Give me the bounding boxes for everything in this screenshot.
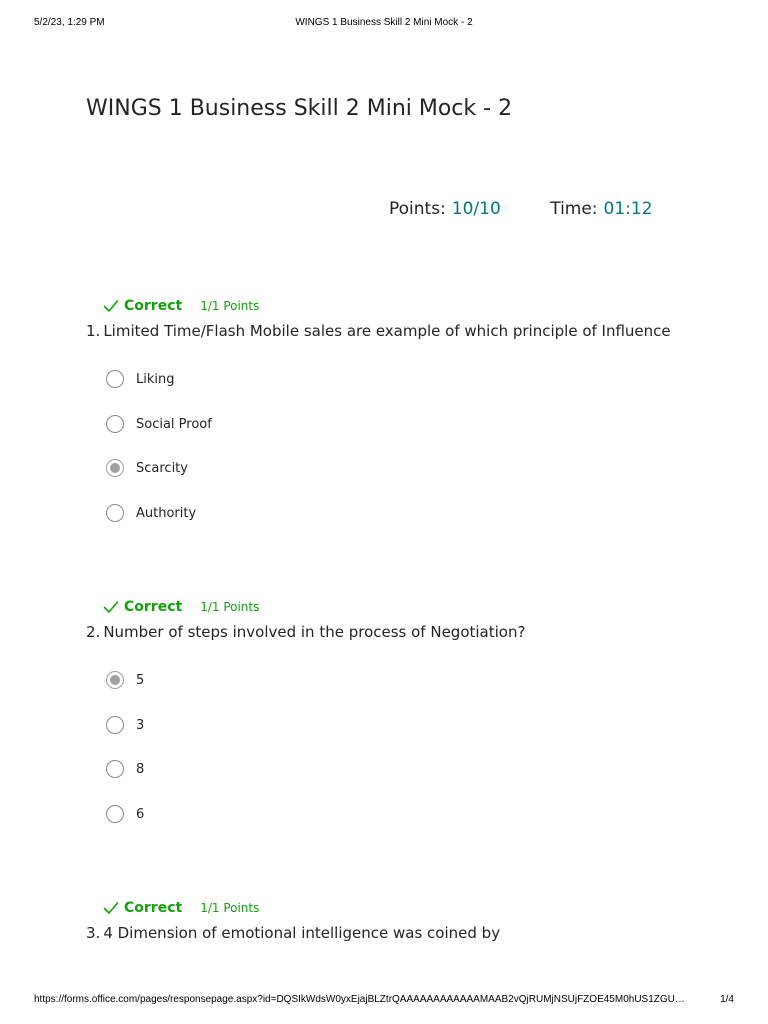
- result-label: Correct: [124, 900, 183, 916]
- checkmark-icon: [103, 600, 119, 614]
- page-url: https://forms.office.com/pages/responsepage.aspx?id=DQSIkWdsW0yxEjajBLZtrQAAAAAAAAAAAAMAAB2vQjRUMjNSUjFZOE45M0hUS1ZGU…: [34, 994, 685, 1005]
- time-stat: [550, 199, 652, 219]
- points-stat: [389, 199, 501, 219]
- option-label: 8: [136, 761, 145, 777]
- radio-button-selected[interactable]: [106, 459, 124, 477]
- print-header: [0, 17, 768, 31]
- question-number: 3.: [86, 924, 101, 942]
- score-summary: [389, 199, 653, 219]
- checkmark-icon: [103, 901, 119, 915]
- question-text: [86, 623, 525, 641]
- print-footer: [0, 994, 768, 1008]
- question-number: 1.: [86, 322, 101, 340]
- answer-option-selected[interactable]: [106, 669, 144, 691]
- question-text: [86, 322, 671, 340]
- time-label: Time:: [550, 199, 598, 219]
- option-label: Social Proof: [136, 416, 212, 432]
- question-points: 1/1 Points: [200, 901, 260, 915]
- question-points: 1/1 Points: [200, 299, 260, 313]
- question-prompt: 4 Dimension of emotional intelligence was coined by: [103, 924, 501, 942]
- answer-option[interactable]: [106, 413, 212, 435]
- question-points: 1/1 Points: [200, 600, 260, 614]
- answer-option[interactable]: [106, 368, 175, 390]
- question-prompt: Limited Time/Flash Mobile sales are example of which principle of Influence: [103, 322, 671, 340]
- radio-button-selected[interactable]: [106, 671, 124, 689]
- question-result: [103, 296, 259, 316]
- option-label: Scarcity: [136, 460, 188, 476]
- time-value: 01:12: [603, 199, 653, 219]
- radio-button[interactable]: [106, 415, 124, 433]
- answer-option[interactable]: [106, 803, 144, 825]
- form-title: WINGS 1 Business Skill 2 Mini Mock - 2: [86, 96, 513, 121]
- question-result: [103, 898, 259, 918]
- answer-option[interactable]: [106, 714, 144, 736]
- option-label: 3: [136, 717, 145, 733]
- answer-option[interactable]: [106, 502, 196, 524]
- radio-button[interactable]: [106, 805, 124, 823]
- radio-button[interactable]: [106, 504, 124, 522]
- answer-option[interactable]: [106, 758, 144, 780]
- result-label: Correct: [124, 599, 183, 615]
- radio-button[interactable]: [106, 370, 124, 388]
- question-prompt: Number of steps involved in the process of Negotiation?: [103, 623, 526, 641]
- question-text: [86, 924, 500, 942]
- radio-button[interactable]: [106, 716, 124, 734]
- option-label: 6: [136, 806, 145, 822]
- question-number: 2.: [86, 623, 101, 641]
- print-page-title: WINGS 1 Business Skill 2 Mini Mock - 2: [295, 17, 473, 28]
- checkmark-icon: [103, 299, 119, 313]
- option-label: Liking: [136, 371, 175, 387]
- radio-button[interactable]: [106, 760, 124, 778]
- result-label: Correct: [124, 298, 183, 314]
- points-label: Points:: [389, 199, 446, 219]
- question-result: [103, 597, 259, 617]
- print-date: 5/2/23, 1:29 PM: [34, 17, 105, 28]
- page-number: 1/4: [720, 994, 734, 1005]
- points-value: 10/10: [451, 199, 501, 219]
- option-label: Authority: [136, 505, 197, 521]
- answer-option-selected[interactable]: [106, 457, 188, 479]
- option-label: 5: [136, 672, 145, 688]
